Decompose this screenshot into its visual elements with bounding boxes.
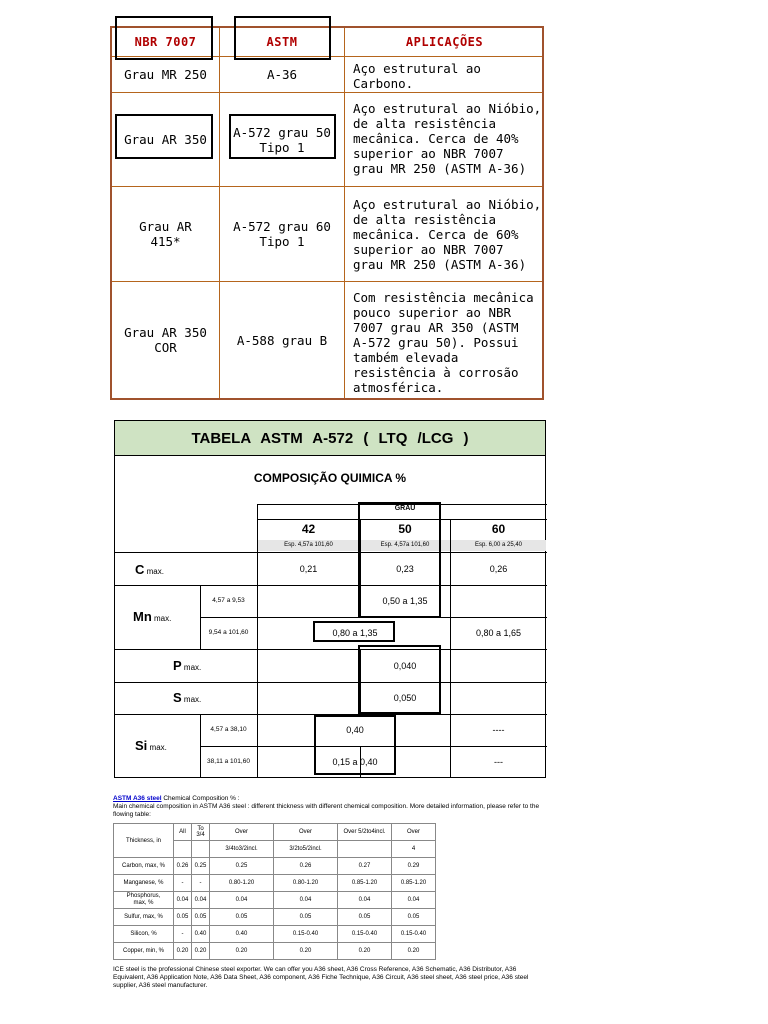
table-cell: - [174,926,192,943]
table-cell: Over [274,824,338,841]
table-cell [192,841,210,858]
row3-aplicacao [353,197,541,272]
desc-line: Carbono. [353,76,414,91]
desc-line: mecânica. Cerca de 40% [353,131,519,146]
desc-line: de alta resistência [353,212,496,227]
table-cell: 0.15-0.40 [338,926,392,943]
element-p: P max. [173,658,202,673]
table-cell: Over 5/2to4incl. [338,824,392,841]
grade-50: 50 [398,522,412,536]
p-50: 0,040 [393,661,417,671]
desc-line: Aço estrutural ao Nióbio, [353,101,542,116]
table-row [114,824,436,841]
grade-42: 42 [301,522,316,536]
table-cell: 0.40 [192,926,210,943]
element-s: S max. [173,690,202,705]
table-cell: 0.05 [174,909,192,926]
table-subtitle: COMPOSIÇÃO QUIMICA % [253,471,407,485]
table-cell: Sulfur, max, % [114,909,174,926]
esp-60: Esp. 6,00 a 25,40 [474,542,523,548]
table-row [114,909,436,926]
table-cell: 0.15-0.40 [274,926,338,943]
a36-intro [113,795,543,819]
table-cell [174,841,192,858]
table-cell: 0.40 [210,926,274,943]
desc-line: pouco superior ao NBR [353,305,512,320]
desc-line: atmosférica. [353,380,444,395]
desc-line: grau MR 250 (ASTM A-36) [353,161,527,176]
table-cell: 0.27 [338,858,392,875]
table-cell: 0.25 [210,858,274,875]
table-cell: 0.15-0.40 [392,926,436,943]
table-cell: 0.80-1.20 [210,875,274,892]
table-cell: 0.05 [338,909,392,926]
row4-nbr: Grau AR 350 COR [124,325,207,355]
row1-astm: A-36 [266,67,298,82]
table-cell: 0.04 [274,892,338,909]
desc-line: Aço estrutural ao [353,61,481,76]
row4-astm: A-588 grau B [236,332,328,348]
steel-grades-table [110,26,544,400]
s-50: 0,050 [393,693,417,703]
table-row [114,926,436,943]
table-cell: 0.05 [392,909,436,926]
table-cell: 0.26 [174,858,192,875]
element-si: Si max. [135,738,167,753]
row2-aplicacao [353,101,541,176]
si-60-2: --- [494,757,503,767]
c-60: 0,26 [489,564,508,574]
table-cell: Phosphorus, max, % [114,892,174,909]
astm-a36-link[interactable]: ASTM A36 steel [113,795,162,802]
desc-line: resistência à corrosão [353,365,519,380]
table-cell: 0.20 [174,943,192,960]
si-50-1: 0,40 [346,725,364,735]
c-50: 0,23 [396,564,414,574]
desc-line: A-572 grau 50). Possui [353,335,519,350]
esp-50: Esp. 4,57a 101,60 [380,542,430,548]
table-title: TABELA ASTM A-572 ( LTQ /LCG ) [115,421,545,456]
element-c: C max. [135,562,164,577]
row2-nbr: Grau AR 350 [124,132,207,147]
table-cell: Manganese, % [114,875,174,892]
mn-60: 0,80 a 1,65 [475,628,522,638]
row2-astm: A-572 grau 50 Tipo 1 [233,124,331,155]
mn-range1: 4,57 a 9,53 [212,597,245,604]
table-cell: 0.04 [210,892,274,909]
header-nbr: NBR 7007 [134,35,197,49]
row1-aplicacao [353,61,481,91]
row1-nbr: Grau MR 250 [124,67,207,82]
desc-line: também elevada [353,350,459,365]
element-mn: Mn max. [133,609,172,624]
mn-50: 0,50 a 1,35 [382,596,428,606]
grau-label: GRAU [394,505,416,512]
si-60-1: ---- [492,725,505,735]
table-cell: 0.20 [192,943,210,960]
table-cell: 3/2to5/2incl. [274,841,338,858]
table-cell [338,841,392,858]
table-cell: Over [210,824,274,841]
table-cell: Copper, min, % [114,943,174,960]
table-cell: 0.04 [174,892,192,909]
table-cell: To 3/4 [192,824,210,841]
desc-line: superior ao NBR 7007 [353,242,504,257]
table-row [114,943,436,960]
desc-line: 7007 grau AR 350 (ASTM [353,320,519,335]
table-cell: - [192,875,210,892]
grade-60: 60 [491,522,506,536]
intro-text-2: Main chemical composition in ASTM A36 steel : different thickness with different chemical composition. More detailed information, please refer to the flowing table: [113,803,540,818]
mn-range2: 9,54 a 101,60 [208,629,249,636]
desc-line: superior ao NBR 7007 [353,146,504,161]
table-cell: - [174,875,192,892]
table-cell: 0.20 [338,943,392,960]
mn-42-50: 0,80 a 1,35 [332,628,378,638]
table-cell: 0.85-1.20 [338,875,392,892]
row3-astm: A-572 grau 60 Tipo 1 [233,219,331,249]
row4-aplicacao [353,290,534,395]
table-cell: Carbon, max, % [114,858,174,875]
table-cell: 4 [392,841,436,858]
table-row [114,858,436,875]
desc-line: de alta resistência [353,116,496,131]
astm-a572-table [114,420,546,778]
table-cell: 0.85-1.20 [392,875,436,892]
desc-line: grau MR 250 (ASTM A-36) [353,257,527,272]
row3-nbr: Grau AR 415* [139,219,192,249]
table-cell: 0.26 [274,858,338,875]
si-range1: 4,57 a 38,10 [210,726,247,733]
header-astm: ASTM [266,35,298,49]
table-row [114,892,436,909]
table-cell: 0.05 [210,909,274,926]
header-aplicacoes: APLICAÇÕES [405,35,484,49]
table-cell: Over [392,824,436,841]
table-cell: All [174,824,192,841]
table-cell: Silicon, % [114,926,174,943]
table-cell: 0.04 [192,892,210,909]
table-cell: 0.25 [192,858,210,875]
column-divider [344,28,345,398]
footer-text: ICE steel is the professional Chinese steel exporter. We can offer you A36 sheet, A36 Cross Reference, A36 Schematic, A36 Distributor, A36 Equivalent, A36 Application Note, A36 Data Sheet, A36 component, A36 Fiche Technique, A36 Circuit, A36 steel sheet, A36 steel price, A36 steel supplier, A36 steel manufacturer. [113,966,529,989]
table-cell: Thickness, in [114,824,174,858]
esp-42: Esp. 4,57a 101,60 [284,542,333,548]
table-cell: 0.05 [192,909,210,926]
desc-line: Com resistência mecânica [353,290,534,305]
table-cell: 0.05 [274,909,338,926]
desc-line: Aço estrutural ao Nióbio, [353,197,542,212]
a36-composition-table [113,823,436,960]
table-row [114,875,436,892]
table-cell: 0.04 [392,892,436,909]
table-cell: 0.20 [392,943,436,960]
c-42: 0,21 [299,564,318,574]
table-cell: 3/4to3/2incl. [210,841,274,858]
table-cell: 0.80-1.20 [274,875,338,892]
si-50-2: 0,15 a 0,40 [332,757,378,767]
table-cell: 0.04 [338,892,392,909]
intro-text: Chemical Composition % : [161,795,240,802]
table-cell: 0.20 [274,943,338,960]
table-cell: 0.29 [392,858,436,875]
si-range2: 38,11 a 101,60 [207,758,250,765]
table-cell: 0.20 [210,943,274,960]
desc-line: mecânica. Cerca de 60% [353,227,519,242]
